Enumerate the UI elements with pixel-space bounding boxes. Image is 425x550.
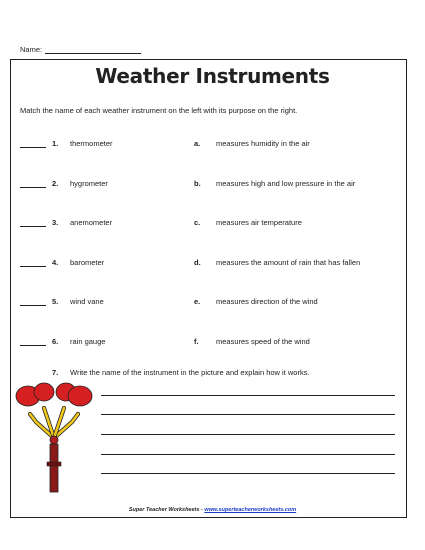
- purpose-letter: e.: [194, 297, 201, 306]
- pole-collar: [47, 462, 61, 466]
- answer-blank[interactable]: [20, 147, 46, 148]
- item-number: 1.: [52, 139, 59, 148]
- question-7-text: Write the name of the instrument in the picture and explain how it works.: [70, 368, 310, 377]
- purpose-text: measures direction of the wind: [216, 297, 318, 306]
- answer-blank[interactable]: [20, 226, 46, 227]
- purpose-letter: c.: [194, 218, 201, 227]
- list-item: [0, 258, 425, 270]
- list-item: [0, 139, 425, 151]
- cup: [68, 386, 92, 406]
- item-number: 3.: [52, 218, 59, 227]
- answer-blank[interactable]: [20, 305, 46, 306]
- instrument-term: hygrometer: [70, 179, 108, 188]
- anemometer-picture: [14, 378, 94, 498]
- purpose-letter: d.: [194, 258, 201, 267]
- list-item: [0, 218, 425, 230]
- anemometer-illustration: [16, 383, 92, 492]
- cup: [34, 383, 54, 401]
- list-item: [0, 337, 425, 349]
- instrument-term: wind vane: [70, 297, 104, 306]
- item-number: 4.: [52, 258, 59, 267]
- purpose-text: measures speed of the wind: [216, 337, 310, 346]
- footer-separator: -: [199, 507, 205, 513]
- page-title: Weather Instruments: [95, 64, 330, 88]
- instrument-term: anemometer: [70, 218, 113, 227]
- hub: [50, 436, 58, 444]
- footer-brand: Super Teacher Worksheets: [128, 507, 200, 513]
- answer-line[interactable]: [101, 414, 395, 415]
- name-label: Name:: [20, 45, 43, 54]
- answer-line[interactable]: [101, 395, 395, 396]
- purpose-letter: f.: [194, 337, 199, 346]
- purpose-text: measures humidity in the air: [216, 139, 310, 148]
- item-number: 2.: [52, 179, 59, 188]
- answer-blank[interactable]: [20, 266, 46, 267]
- purpose-letter: b.: [194, 179, 201, 188]
- footer-url-link[interactable]: www.superteacherworksheets.com: [204, 507, 297, 513]
- item-number: 6.: [52, 337, 59, 346]
- purpose-text: measures the amount of rain that has fallen: [216, 258, 361, 267]
- name-field: [20, 45, 141, 54]
- instrument-term: thermometer: [70, 139, 113, 148]
- instrument-term: rain gauge: [70, 337, 106, 346]
- purpose-text: measures air temperature: [216, 218, 302, 227]
- answer-line[interactable]: [101, 434, 395, 435]
- purpose-letter: a.: [194, 139, 201, 148]
- instrument-term: barometer: [70, 258, 105, 267]
- purpose-text: measures high and low pressure in the air: [216, 179, 356, 188]
- footer: [0, 507, 425, 513]
- answer-blank[interactable]: [20, 187, 46, 188]
- answer-blank[interactable]: [20, 345, 46, 346]
- answer-line[interactable]: [101, 454, 395, 455]
- answer-line[interactable]: [101, 473, 395, 474]
- list-item: [0, 297, 425, 309]
- list-item: [0, 179, 425, 191]
- pole: [50, 444, 58, 492]
- instructions-text: Match the name of each weather instrument on the left with its purpose on the right.: [20, 106, 298, 115]
- item-number: 7.: [52, 368, 59, 377]
- name-blank-line[interactable]: [45, 45, 141, 54]
- item-number: 5.: [52, 297, 59, 306]
